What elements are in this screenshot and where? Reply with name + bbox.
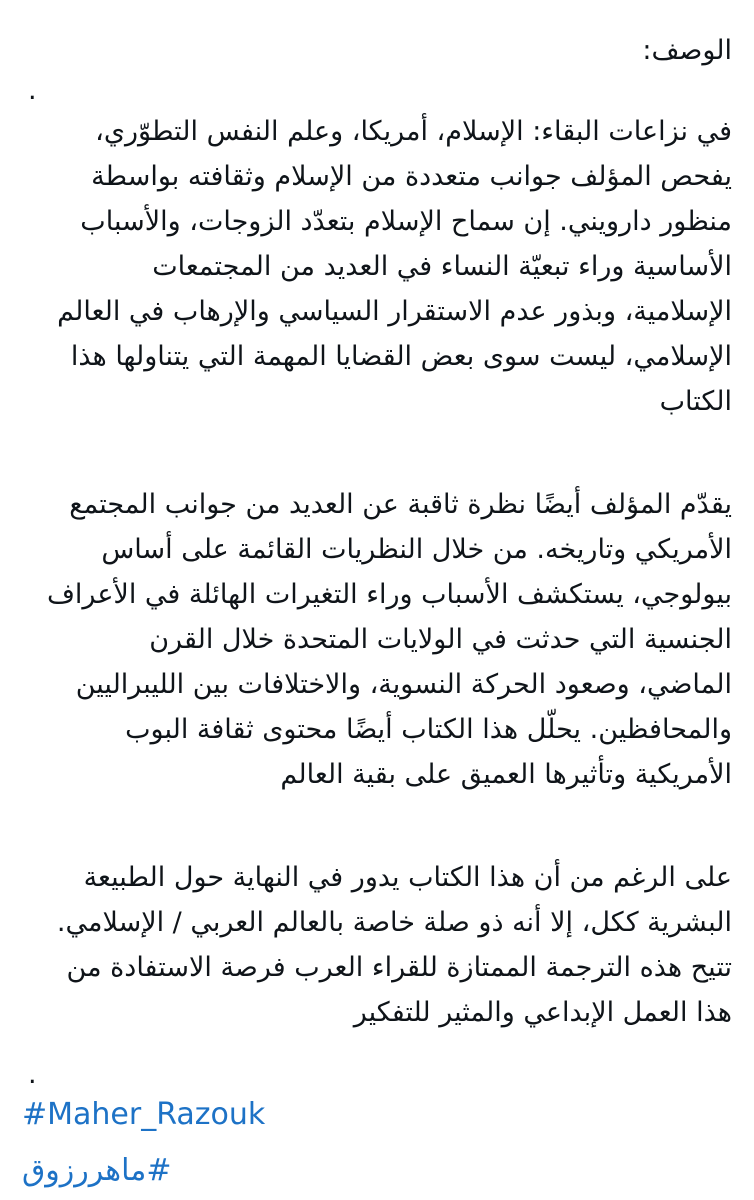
paragraph-spacer (22, 797, 732, 855)
hashtag-link-arabic[interactable]: #ماهررزوق (22, 1153, 172, 1188)
paragraph-line: على الرغم من أن هذا الكتاب يدور في النهاية حول الطبيعة (83, 862, 732, 893)
paragraph-line: الأمريكية وتأثيرها العميق على بقية العالم (280, 759, 732, 790)
hashtag-latin-container (22, 1093, 732, 1137)
separator-dot-top: . (28, 75, 37, 106)
paragraph-line: الماضي، وصعود الحركة النسوية، والاختلافات بين الليبراليين (75, 669, 732, 700)
hashtag-arabic-container (22, 1149, 732, 1193)
paragraph-2 (22, 482, 732, 797)
paragraph-line: تتيح هذه الترجمة الممتازة للقراء العرب فرصة الاستفادة من (66, 952, 732, 983)
paragraph-line: يفحص المؤلف جوانب متعددة من الإسلام وثقافته بواسطة (91, 161, 732, 192)
paragraph-line: الأساسية وراء تبعيّة النساء في العديد من المجتمعات (152, 251, 732, 282)
description-heading: الوصف: (642, 35, 732, 66)
paragraph-line: بيولوجي، يستكشف الأسباب وراء التغيرات الهائلة في الأعراف (46, 579, 732, 610)
paragraph-line: الإسلامي، ليست سوى بعض القضايا المهمة التي يتناولها هذا (70, 341, 732, 372)
paragraph-1 (22, 109, 732, 424)
separator-dot-bottom: . (28, 1059, 37, 1090)
hashtag-link-maher-razouk[interactable]: #Maher_Razouk (22, 1097, 266, 1132)
paragraph-line: الإسلامية، وبذور عدم الاستقرار السياسي والإرهاب في العالم (57, 296, 732, 327)
paragraph-line: الكتاب (659, 386, 732, 417)
paragraph-line: هذا العمل الإبداعي والمثير للتفكير (353, 997, 732, 1028)
paragraph-line: البشرية ككل، إلا أنه ذو صلة خاصة بالعالم العربي / الإسلامي. (56, 907, 732, 938)
paragraph-line: في نزاعات البقاء: الإسلام، أمريكا، وعلم النفس التطوّري، (95, 116, 732, 147)
paragraph-line: الجنسية التي حدثت في الولايات المتحدة خلال القرن (149, 624, 732, 655)
paragraph-line: يقدّم المؤلف أيضًا نظرة ثاقبة عن العديد من جوانب المجتمع (69, 489, 732, 520)
paragraph-line: الأمريكي وتاريخه. من خلال النظريات القائمة على أساس (101, 534, 732, 565)
paragraph-line: والمحافظين. يحلّل هذا الكتاب أيضًا محتوى ثقافة البوب (125, 714, 732, 745)
paragraph-line: منظور دارويني. إن سماح الإسلام بتعدّد الزوجات، والأسباب (80, 206, 732, 237)
paragraph-3 (22, 855, 732, 1035)
paragraph-spacer (22, 424, 732, 482)
